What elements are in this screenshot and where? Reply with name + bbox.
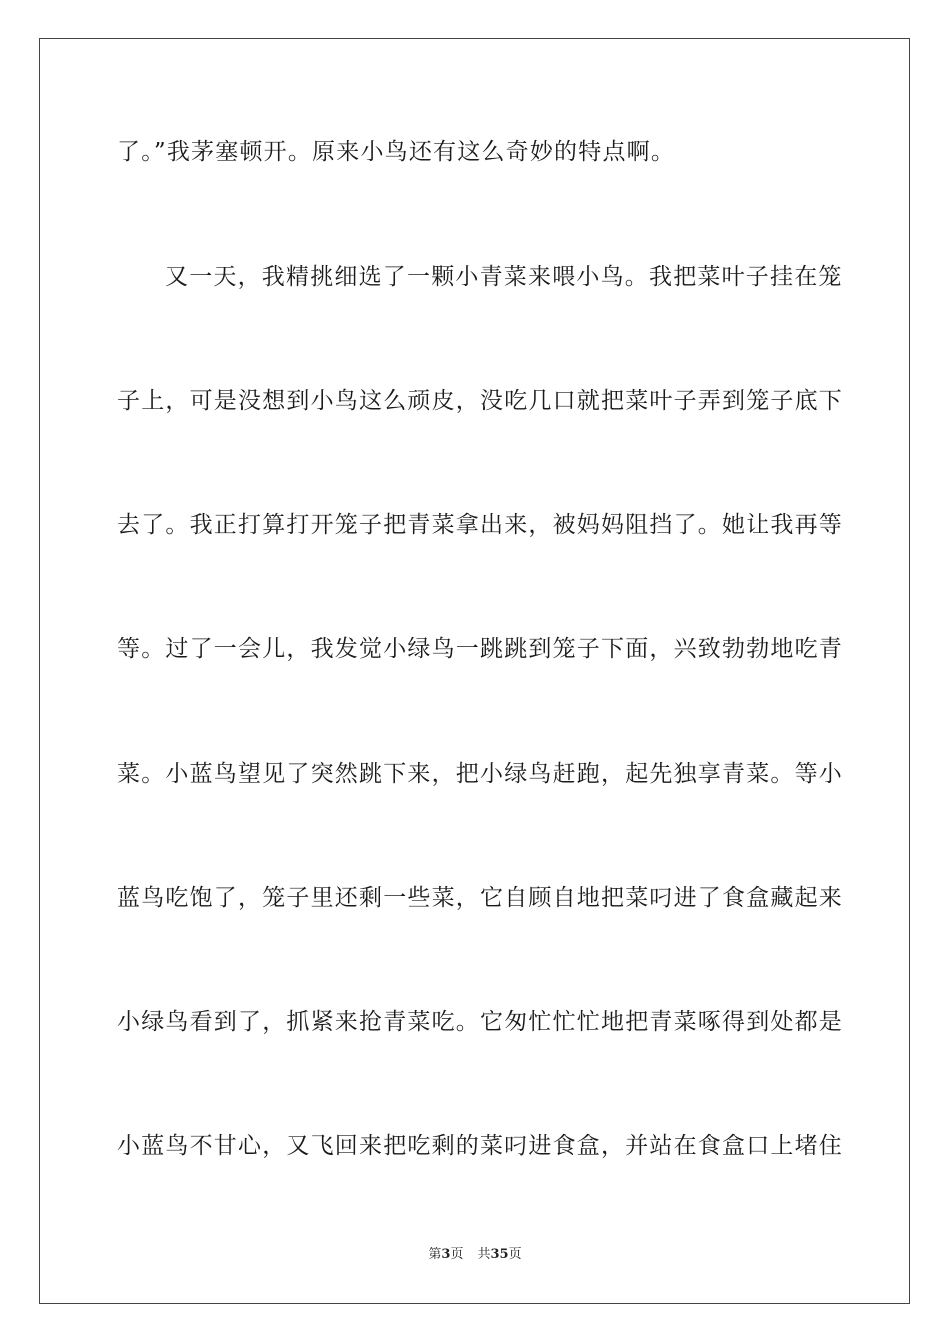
total-label-suffix: 页	[508, 1247, 522, 1262]
text-line-2: 又一天，我精挑细选了一颗小青菜来喂小鸟。我把菜叶子挂在笼	[165, 264, 843, 290]
text-line-9: 小蓝鸟不甘心，又飞回来把吃剩的菜叼进食盒，并站在食盒口上堵住	[117, 1133, 843, 1159]
text-line-8: 小绿鸟看到了，抓紧来抢青菜吃。它匆忙忙忙地把青菜啄得到处都是	[117, 1009, 843, 1035]
total-page-number: 35	[490, 1247, 509, 1262]
page-label-suffix: 页	[450, 1247, 464, 1262]
text-line-4: 去了。我正打算打开笼子把青菜拿出来，被妈妈阻挡了。她让我再等	[117, 512, 843, 538]
page-border	[39, 38, 910, 1304]
page-label-prefix: 第	[428, 1247, 442, 1262]
current-page-number: 3	[441, 1247, 451, 1262]
total-label-prefix: 共	[477, 1247, 491, 1262]
text-line-7: 蓝鸟吃饱了，笼子里还剩一些菜，它自顾自地把菜叼进了食盒藏起来	[117, 885, 843, 911]
text-line-5: 等。过了一会儿，我发觉小绿鸟一跳跳到笼子下面，兴致勃勃地吃青	[117, 636, 843, 662]
page-footer	[0, 1246, 950, 1264]
text-line-3: 子上，可是没想到小鸟这么顽皮，没吃几口就把菜叶子弄到笼子底下	[117, 388, 843, 414]
text-line-6: 菜。小蓝鸟望见了突然跳下来，把小绿鸟赶跑，起先独享青菜。等小	[117, 761, 843, 787]
text-line-1: 了。”我茅塞顿开。原来小鸟还有这么奇妙的特点啊。	[117, 139, 676, 165]
